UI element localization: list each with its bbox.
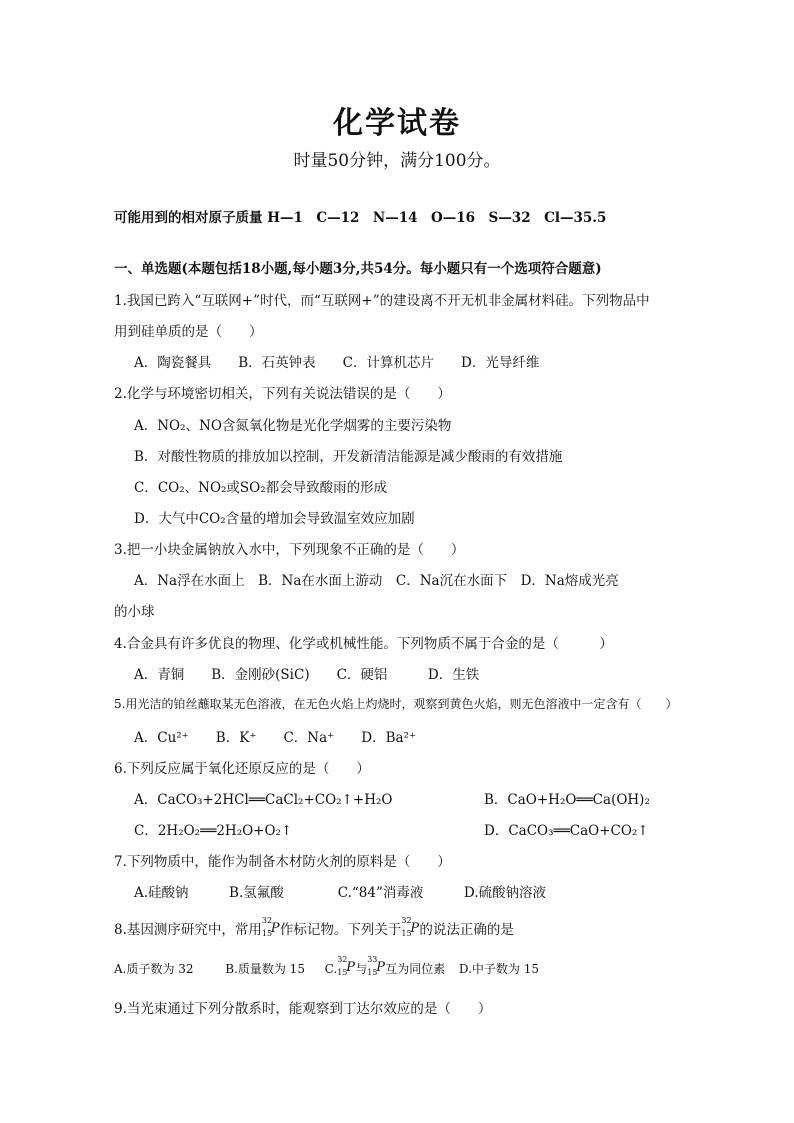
q2-option-b: B．对酸性物质的排放加以控制，开发新清洁能源是减少酸雨的有效措施 — [134, 449, 563, 465]
page-title: 化学试卷 — [333, 106, 461, 141]
q6-stem: 6.下列反应属于氧化还原反应的是（ ） — [114, 761, 370, 777]
q2-option-d: D．大气中CO₂含量的增加会导致温室效应加剧 — [134, 511, 415, 527]
q6-option-a: A．CaCO₃+2HCl══CaCl₂+CO₂↑+H₂O — [134, 792, 393, 808]
q6-option-d: D．CaCO₃══CaO+CO₂↑ — [484, 823, 649, 839]
q8-stem-part1: 8.基因测序研究中，常用 — [114, 922, 262, 938]
q8-stem — [114, 918, 514, 938]
q6-option-c: C．2H₂O₂══2H₂O+O₂↑ — [134, 823, 293, 839]
atomic-masses-line: 可能用到的相对原子质量 H—1 C—12 N—14 O—16 S—32 Cl—35.5 — [114, 210, 607, 226]
q3-options-line2: 的小球 — [114, 604, 155, 620]
q2-option-c: C．CO₂、NO₂或SO₂都会导致酸雨的形成 — [134, 480, 388, 496]
q6-option-b: B．CaO+H₂O══Ca(OH)₂ — [484, 792, 650, 808]
q8-option-c: C. 32 15 P 与 33 15 P 互为同位素 — [324, 955, 446, 977]
q3-stem: 3.把一小块金属钠放入水中，下列现象不正确的是（ ） — [114, 542, 465, 558]
q2-stem: 2.化学与环境密切相关，下列有关说法错误的是（ ） — [114, 386, 451, 402]
nuclide-p33: 33 15 P — [367, 955, 385, 977]
q8-stem-part2: 作标记物。下列关于 — [279, 922, 402, 938]
q8-option-d: D.中子数为 15 — [458, 962, 539, 976]
q1-options: A．陶瓷餐具 B．石英钟表 C．计算机芯片 D．光导纤维 — [134, 355, 540, 371]
page-subtitle: 时量50分钟，满分100分。 — [293, 151, 501, 171]
q9-stem: 9.当光束通过下列分散系时，能观察到丁达尔效应的是（ ） — [114, 1001, 492, 1017]
q8-option-b: B.质量数为 15 — [225, 962, 305, 976]
nuclide-p32: 32 15 P — [401, 916, 420, 938]
q8-stem-part3: 的说法正确的是 — [419, 922, 514, 938]
q3-options-line1: A．Na浮在水面上 B．Na在水面上游动 C．Na沉在水面下 D．Na熔成光亮 — [134, 573, 619, 589]
q5-stem: 5.用光洁的铂丝蘸取某无色溶液，在无色火焰上灼烧时，观察到黄色火焰，则无色溶液中一定含有（ ） — [114, 697, 678, 711]
q4-options: A．青铜 B．金刚砂(SiC) C．硬铝 D．生铁 — [134, 667, 480, 683]
q2-option-a: A．NO₂、NO含氮氧化物是光化学烟雾的主要污染物 — [134, 418, 452, 434]
q4-stem: 4.合金具有许多优良的物理、化学或机械性能。下列物质不属于合金的是（ ） — [114, 636, 613, 652]
section1-heading: 一、单选题(本题包括18小题,每小题3分,共54分。每小题只有一个选项符合题意) — [114, 261, 602, 277]
q5-options: A．Cu²⁺ B．K⁺ C．Na⁺ D．Ba²⁺ — [134, 730, 417, 746]
q7-stem: 7.下列物质中，能作为制备木材防火剂的原料是（ ） — [114, 854, 451, 870]
q7-options: A.硅酸钠 B.氢氟酸 C.“84”消毒液 D.硫酸钠溶液 — [134, 885, 547, 901]
q1-stem-line2: 用到硅单质的是（ ） — [114, 324, 263, 340]
q8-options — [114, 955, 539, 977]
q8-option-a: A.质子数为 32 — [114, 962, 194, 976]
nuclide-p32: 32 15 P — [261, 916, 280, 938]
q1-stem-line1: 1.我国已跨入“互联网+”时代，而“互联网+”的建设离不开无机非金属材料硅。下列物品中 — [114, 293, 650, 309]
nuclide-p32: 32 15 P — [337, 955, 355, 977]
